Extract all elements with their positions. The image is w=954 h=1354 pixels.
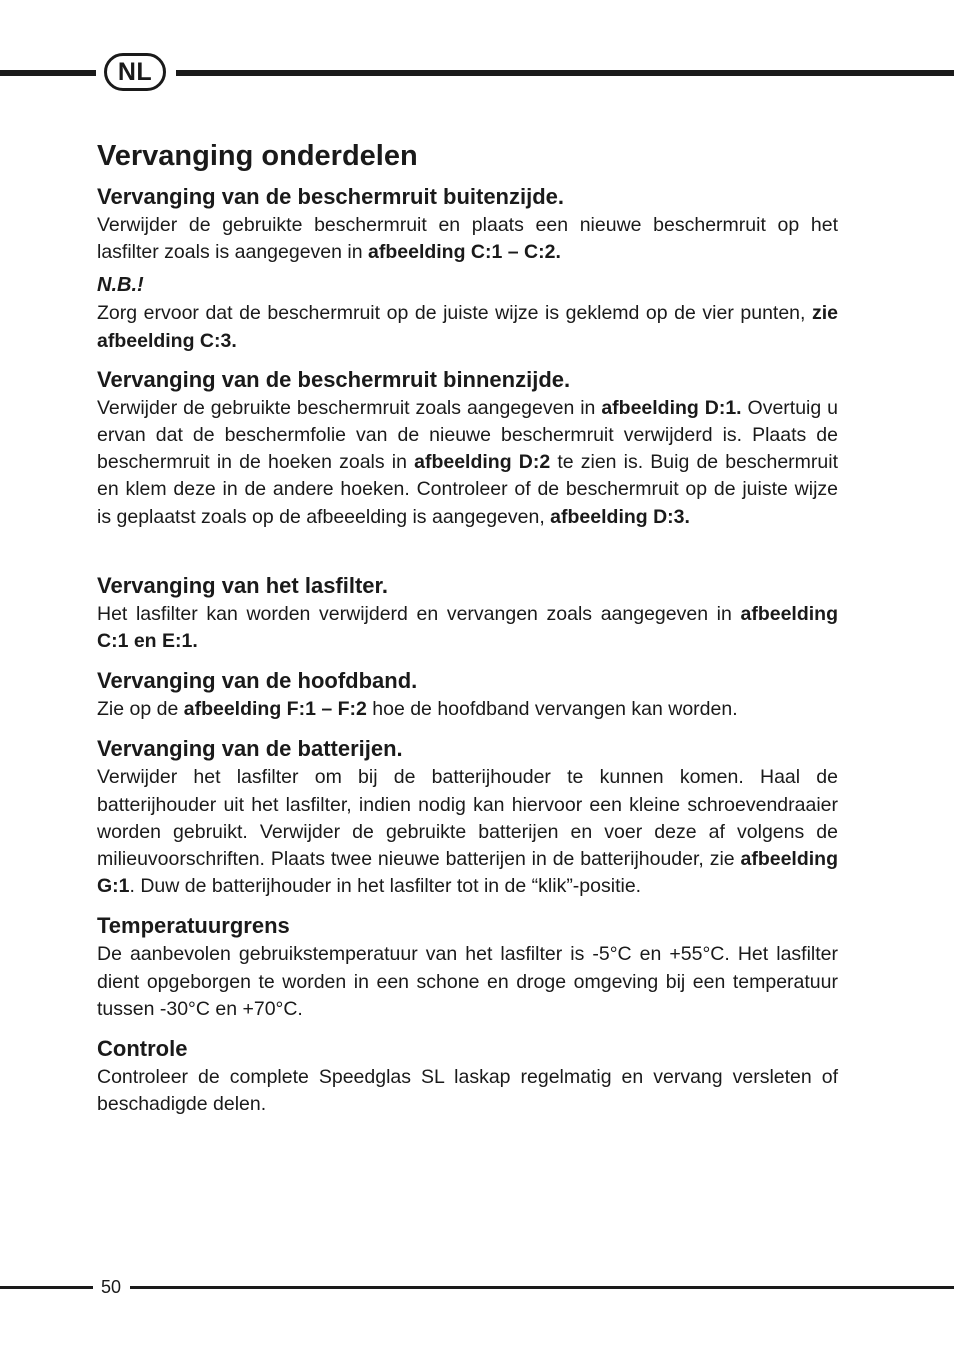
paragraph-batteries: Verwijder het lasfilter om bij de batterijhouder te kunnen komen. Haal de batterijhouder uit het lasfilter, indien nodig kan hiervoor een kleine schroevendraaier worden gebruikt. Verwijder de gebruikte batterijen en voer deze af volgens de milieuvoorschriften. Plaats twee nieuwe batterijen in de batterijhouder, zie afbeelding G:1. Duw de batterijhouder in het lasfilter tot in de “klik”-positie. (97, 766, 838, 898)
paragraph-inspection: Controleer de complete Speedglas SL laskap regelmatig en vervang versleten of beschadigde delen. (97, 1066, 838, 1116)
section-heading-filter: Vervanging van het lasfilter. (97, 572, 388, 598)
paragraph-filter: Het lasfilter kan worden verwijderd en vervangen zoals aangegeven in afbeelding C:1 en E:1. (97, 602, 838, 653)
header-rule-left (0, 70, 96, 76)
language-badge: NL (104, 53, 166, 91)
paragraph-temperature: De aanbevolen gebruikstemperatuur van het lasfilter is -5°C en +55°C. Het lasfilter dient opgeborgen te worden in een schone en droge omgeving bij een temperatuur tussen -30°C en +70°C. (97, 943, 838, 1020)
page-content (97, 136, 838, 1118)
header-rule-right (176, 70, 954, 76)
section-heading-batteries: Vervanging van de batterijen. (97, 736, 403, 762)
page-title: Vervanging onderdelen (97, 140, 418, 172)
figure-reference: afbeelding D:1. (601, 396, 742, 419)
footer-rule-right (130, 1286, 954, 1289)
section-heading-headband: Vervanging van de hoofdband. (97, 668, 418, 694)
footer-rule-left (0, 1286, 93, 1289)
section-heading-outer-lens: Vervanging van de beschermruit buitenzijde. (97, 184, 565, 209)
figure-reference: afbeelding C:1 en E:1. (97, 602, 838, 653)
figure-reference: zie afbeelding C:3. (97, 302, 838, 352)
section-heading-inspection: Controle (97, 1036, 188, 1062)
figure-reference: afbeelding G:1 (97, 848, 838, 898)
page-number: 50 (101, 1277, 122, 1297)
paragraph-inner-lens: Verwijder de gebruikte beschermruit zoals aangegeven in afbeelding D:1. Overtuig u ervan dat de beschermfolie van de nieuwe beschermruit verwijderd is. Plaats de beschermruit in de hoeken zoals in afbeelding D:2 te zien is. Buig de beschermruit en klem deze in de andere hoeken. Controleer of de beschermruit op de juiste wijze is geplaatst zoals op de afbeeelding is aangegeven, afbeelding D:3. (97, 396, 838, 528)
section-heading-temperature: Temperatuurgrens (97, 913, 290, 939)
note-label: N.B.! (97, 274, 144, 297)
figure-reference: afbeelding C:1 – C:2. (368, 241, 561, 264)
paragraph-outer-lens: Verwijder de gebruikte beschermruit en plaats een nieuwe beschermruit op het lasfilter zoals is aangegeven in afbeelding C:1 – C:2. (97, 214, 838, 264)
paragraph-headband: Zie op de afbeelding F:1 – F:2 hoe de hoofdband vervangen kan worden. (97, 698, 738, 721)
section-heading-inner-lens: Vervanging van de beschermruit binnenzijde. (97, 366, 571, 392)
figure-reference: afbeelding D:2 (414, 451, 551, 474)
figure-reference: afbeelding D:3. (550, 505, 690, 528)
figure-reference: afbeelding F:1 – F:2 (183, 698, 367, 721)
paragraph-note: Zorg ervoor dat de beschermruit op de juiste wijze is geklemd op de vier punten, zie afbeelding C:3. (97, 302, 838, 352)
